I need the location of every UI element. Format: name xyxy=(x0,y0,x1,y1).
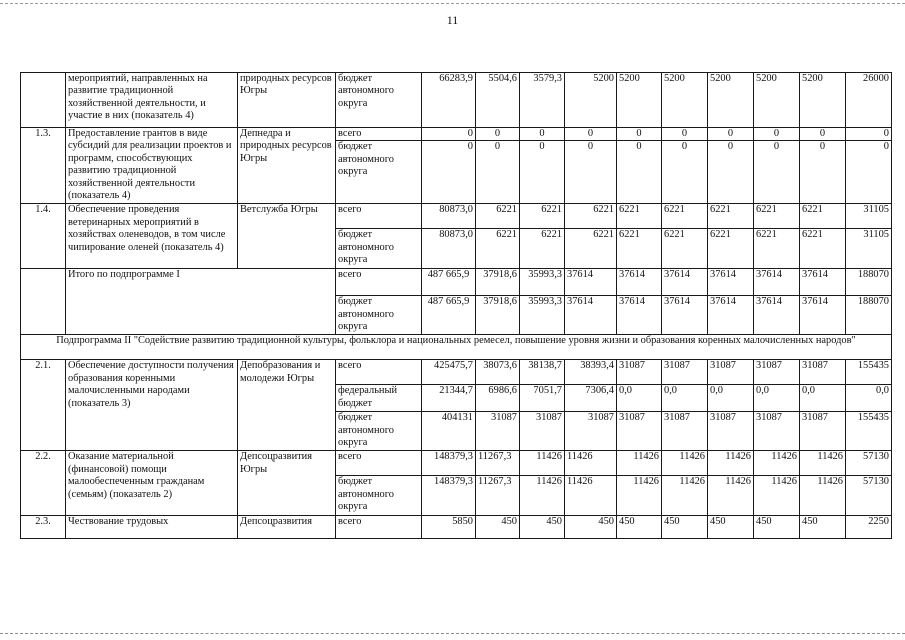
value-cell: 6221 xyxy=(708,229,754,269)
value-cell: 31087 xyxy=(800,412,846,451)
measure-name: Чествование трудовых xyxy=(66,516,238,539)
table-row xyxy=(21,360,892,385)
value-cell: 450 xyxy=(617,516,662,539)
value-cell: 0,0 xyxy=(617,385,662,412)
value-cell: 450 xyxy=(662,516,708,539)
value-cell: 6221 xyxy=(520,204,565,229)
value-total: 148379,3 xyxy=(422,476,476,516)
value-cell: 31087 xyxy=(476,412,520,451)
value-cell: 0 xyxy=(520,128,565,141)
value-cell: 0 xyxy=(662,128,708,141)
value-cell: 57130 xyxy=(846,451,892,476)
page-number: 11 xyxy=(446,13,459,27)
value-cell: 0 xyxy=(565,141,617,204)
funding-source: всего xyxy=(336,269,422,296)
section-row xyxy=(21,335,892,360)
scan-edge-bottom xyxy=(0,633,905,634)
table-row xyxy=(21,204,892,229)
value-cell: 31087 xyxy=(565,412,617,451)
value-cell: 450 xyxy=(565,516,617,539)
executor: Депсоцразвития xyxy=(238,516,336,539)
funding-source: всего xyxy=(336,128,422,141)
value-cell: 11426 xyxy=(754,476,800,516)
value-cell: 155435 xyxy=(846,412,892,451)
value-total: 148379,3 xyxy=(422,451,476,476)
value-cell: 11267,3 xyxy=(476,476,520,516)
funding-source: бюджет автономного округа xyxy=(336,229,422,269)
funding-source: всего xyxy=(336,360,422,385)
value-cell: 5200 xyxy=(800,73,846,128)
row-index xyxy=(21,269,66,335)
value-cell: 6221 xyxy=(520,229,565,269)
value-cell: 0 xyxy=(754,141,800,204)
value-cell: 38393,4 xyxy=(565,360,617,385)
value-cell: 0 xyxy=(708,141,754,204)
budget-table xyxy=(20,72,892,539)
value-cell: 37614 xyxy=(617,269,662,296)
value-cell: 6221 xyxy=(617,229,662,269)
funding-source: бюджет автономного округа xyxy=(336,412,422,451)
value-cell: 0 xyxy=(617,128,662,141)
value-total: 21344,7 xyxy=(422,385,476,412)
value-cell: 0,0 xyxy=(800,385,846,412)
value-cell: 37614 xyxy=(754,269,800,296)
value-cell: 11426 xyxy=(662,451,708,476)
value-cell: 6221 xyxy=(662,204,708,229)
value-cell: 31087 xyxy=(617,360,662,385)
value-cell: 155435 xyxy=(846,360,892,385)
value-cell: 11426 xyxy=(520,451,565,476)
value-total: 487 665,9 xyxy=(422,296,476,335)
value-cell: 6986,6 xyxy=(476,385,520,412)
value-cell: 0 xyxy=(617,141,662,204)
value-cell: 6221 xyxy=(565,204,617,229)
funding-source: бюджет автономного округа xyxy=(336,141,422,204)
value-total: 80873,0 xyxy=(422,204,476,229)
value-cell: 11426 xyxy=(565,476,617,516)
value-cell: 31087 xyxy=(754,412,800,451)
value-cell: 37918,6 xyxy=(476,296,520,335)
value-cell: 11426 xyxy=(800,476,846,516)
value-cell: 57130 xyxy=(846,476,892,516)
value-cell: 0 xyxy=(520,141,565,204)
value-cell: 0,0 xyxy=(846,385,892,412)
value-cell: 26000 xyxy=(846,73,892,128)
row-index: 2.3. xyxy=(21,516,66,539)
value-cell: 0,0 xyxy=(754,385,800,412)
value-cell: 11426 xyxy=(520,476,565,516)
value-cell: 6221 xyxy=(476,229,520,269)
measure-name: Оказание материальной (финансовой) помощи малообеспеченным гражданам (семьям) (показатель 2) xyxy=(66,451,238,516)
value-cell: 37614 xyxy=(708,296,754,335)
value-total: 0 xyxy=(422,128,476,141)
value-cell: 6221 xyxy=(754,229,800,269)
value-cell: 31087 xyxy=(520,412,565,451)
value-cell: 31105 xyxy=(846,229,892,269)
value-cell: 188070 xyxy=(846,269,892,296)
scan-edge-top xyxy=(0,3,905,4)
value-cell: 0 xyxy=(708,128,754,141)
table-row xyxy=(21,73,892,128)
value-cell: 6221 xyxy=(565,229,617,269)
value-cell: 31087 xyxy=(617,412,662,451)
value-cell: 5200 xyxy=(662,73,708,128)
value-cell: 5504,6 xyxy=(476,73,520,128)
table-row xyxy=(21,516,892,539)
value-cell: 0 xyxy=(476,141,520,204)
row-index: 1.3. xyxy=(21,128,66,204)
row-index: 1.4. xyxy=(21,204,66,269)
value-cell: 0 xyxy=(754,128,800,141)
value-cell: 0,0 xyxy=(662,385,708,412)
value-cell: 0 xyxy=(846,141,892,204)
value-cell: 0 xyxy=(476,128,520,141)
value-cell: 31105 xyxy=(846,204,892,229)
subtotal-label: Итого по подпрограмме I xyxy=(66,269,336,335)
value-cell: 450 xyxy=(708,516,754,539)
value-total: 66283,9 xyxy=(422,73,476,128)
value-cell: 31087 xyxy=(662,412,708,451)
value-cell: 37614 xyxy=(662,296,708,335)
value-cell: 7051,7 xyxy=(520,385,565,412)
value-cell: 11426 xyxy=(565,451,617,476)
value-cell: 35993,3 xyxy=(520,296,565,335)
funding-source: бюджет автономного округа xyxy=(336,73,422,128)
value-cell: 5200 xyxy=(708,73,754,128)
value-cell: 31087 xyxy=(708,412,754,451)
funding-source: бюджет автономного округа xyxy=(336,296,422,335)
value-cell: 37614 xyxy=(662,269,708,296)
value-cell: 3579,3 xyxy=(520,73,565,128)
value-cell: 11426 xyxy=(754,451,800,476)
value-cell: 11426 xyxy=(708,476,754,516)
table-row xyxy=(21,269,892,296)
value-cell: 37614 xyxy=(565,269,617,296)
funding-source: федеральный бюджет xyxy=(336,385,422,412)
value-cell: 450 xyxy=(754,516,800,539)
value-cell: 37614 xyxy=(565,296,617,335)
measure-name: Обеспечение доступности получения образования коренными малочисленными народами (показатель 3) xyxy=(66,360,238,451)
value-cell: 6221 xyxy=(617,204,662,229)
executor: Депсоцразвития Югры xyxy=(238,451,336,516)
funding-source: бюджет автономного округа xyxy=(336,476,422,516)
executor: Ветслужба Югры xyxy=(238,204,336,269)
funding-source: всего xyxy=(336,451,422,476)
row-index: 2.2. xyxy=(21,451,66,516)
value-cell: 6221 xyxy=(662,229,708,269)
value-cell: 6221 xyxy=(754,204,800,229)
value-cell: 11426 xyxy=(708,451,754,476)
executor: Депобразования и молодежи Югры xyxy=(238,360,336,451)
value-cell: 11426 xyxy=(800,451,846,476)
value-cell: 6221 xyxy=(476,204,520,229)
value-cell: 7306,4 xyxy=(565,385,617,412)
value-cell: 37614 xyxy=(754,296,800,335)
value-cell: 5200 xyxy=(754,73,800,128)
value-total: 5850 xyxy=(422,516,476,539)
value-cell: 0 xyxy=(846,128,892,141)
value-cell: 450 xyxy=(520,516,565,539)
value-total: 404131 xyxy=(422,412,476,451)
executor: природных ресурсов Югры xyxy=(238,73,336,128)
value-total: 0 xyxy=(422,141,476,204)
row-index xyxy=(21,73,66,128)
value-cell: 31087 xyxy=(662,360,708,385)
value-cell: 37614 xyxy=(800,296,846,335)
value-cell: 5200 xyxy=(617,73,662,128)
value-cell: 37918,6 xyxy=(476,269,520,296)
value-cell: 0 xyxy=(662,141,708,204)
value-cell: 6221 xyxy=(708,204,754,229)
value-cell: 11267,3 xyxy=(476,451,520,476)
funding-source: всего xyxy=(336,516,422,539)
value-cell: 37614 xyxy=(708,269,754,296)
row-index: 2.1. xyxy=(21,360,66,451)
value-cell: 0,0 xyxy=(708,385,754,412)
value-cell: 31087 xyxy=(800,360,846,385)
value-cell: 5200 xyxy=(565,73,617,128)
measure-name: Обеспечение проведения ветеринарных мероприятий в хозяйствах оленеводов, в том числе чипирование оленей (показатель 4) xyxy=(66,204,238,269)
measure-name: мероприятий, направленных на развитие традиционной хозяйственной деятельности, и участие в них (показатель 4) xyxy=(66,73,238,128)
value-cell: 6221 xyxy=(800,204,846,229)
value-total: 80873,0 xyxy=(422,229,476,269)
value-cell: 450 xyxy=(800,516,846,539)
value-cell: 37614 xyxy=(617,296,662,335)
measure-name: Предоставление грантов в виде субсидий для реализации проектов и программ, способствующих развитию традиционной хозяйственной деятельности (показатель 4) xyxy=(66,128,238,204)
table-row xyxy=(21,451,892,476)
value-cell: 6221 xyxy=(800,229,846,269)
value-cell: 37614 xyxy=(800,269,846,296)
value-cell: 38138,7 xyxy=(520,360,565,385)
value-cell: 11426 xyxy=(662,476,708,516)
subprogram-title: Подпрограмма II "Содействие развитию традиционной культуры, фольклора и национальных ремесел, повышение уровня жизни и образования коренных малочисленных народов" xyxy=(21,335,892,360)
value-cell: 31087 xyxy=(708,360,754,385)
value-cell: 0 xyxy=(800,128,846,141)
value-cell: 0 xyxy=(800,141,846,204)
value-cell: 188070 xyxy=(846,296,892,335)
value-cell: 38073,6 xyxy=(476,360,520,385)
executor: Депнедра и природных ресурсов Югры xyxy=(238,128,336,204)
value-total: 487 665,9 xyxy=(422,269,476,296)
value-cell: 2250 xyxy=(846,516,892,539)
value-cell: 0 xyxy=(565,128,617,141)
value-cell: 11426 xyxy=(617,476,662,516)
value-cell: 11426 xyxy=(617,451,662,476)
value-cell: 35993,3 xyxy=(520,269,565,296)
table-row xyxy=(21,128,892,141)
funding-source: всего xyxy=(336,204,422,229)
value-total: 425475,7 xyxy=(422,360,476,385)
value-cell: 450 xyxy=(476,516,520,539)
value-cell: 31087 xyxy=(754,360,800,385)
